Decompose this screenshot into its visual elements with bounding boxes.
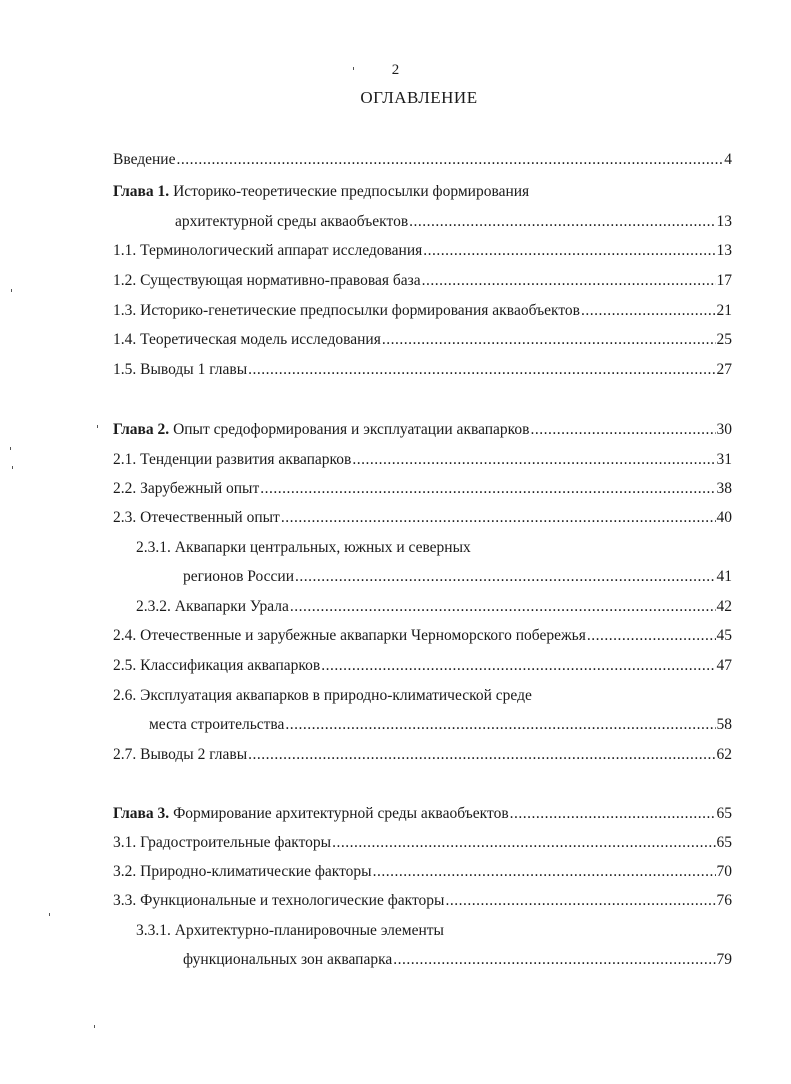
dot-leader (581, 301, 716, 321)
toc-entry-chapter-2 (113, 420, 732, 440)
toc-entry-title: 1.2. Существующая нормативно-правовая база (113, 272, 421, 289)
dot-leader (321, 656, 715, 676)
chapter-title: Историко-теоретические предпосылки формирования (173, 183, 530, 200)
toc-entry-2-1 (113, 450, 732, 470)
toc-entry-2-3-2 (136, 597, 732, 617)
toc-entry-2-4 (113, 626, 732, 646)
scan-speck (12, 466, 13, 469)
toc-entry-1-1 (113, 241, 732, 261)
toc-entry-title: места строительства (149, 716, 285, 733)
toc-entry-title: архитектурной среды аквaобъектов (175, 213, 409, 230)
toc-entry-title: 2.4. Отечественные и зарубежные аквапарки Черноморского побережья (113, 627, 586, 644)
toc-entry-title: 1.5. Выводы 1 главы (113, 361, 248, 378)
toc-entry-title: 2.7. Выводы 2 главы (113, 746, 248, 763)
chapter-label: Глава 2. (113, 421, 170, 438)
toc-entry-2-2 (113, 479, 732, 499)
toc-page-number: 38 (716, 480, 732, 497)
toc-page-number: 47 (716, 657, 732, 674)
toc-entry-3-2 (113, 862, 732, 882)
chapter-1-heading (113, 182, 529, 202)
toc-entry-title: 3.3. Функциональные и технологические факторы (113, 892, 445, 909)
toc-entry-2-5 (113, 656, 732, 676)
toc-page-number: 17 (716, 272, 732, 289)
page-title: ОГЛАВЛЕНИЕ (360, 88, 478, 107)
toc-page-number: 13 (716, 213, 732, 230)
toc-line-2-3-1: 2.3.1. Аквапарки центральных, южных и северных (136, 539, 471, 556)
toc-page-number: 40 (716, 509, 732, 526)
toc-entry-title: 3.1. Градостроительные факторы (113, 834, 332, 851)
toc-entry-title: 1.4. Теоретическая модель исследования (113, 331, 381, 348)
dot-leader (409, 212, 715, 232)
toc-page-number: 76 (716, 892, 732, 909)
scan-speck (94, 1025, 95, 1028)
toc-page-number: 42 (716, 598, 732, 615)
toc-entry-3-3 (113, 891, 732, 911)
dot-leader (423, 241, 715, 261)
toc-entry-title: 3.2. Природно-климатические факторы (113, 863, 372, 880)
dot-leader (260, 479, 715, 499)
toc-entry-3-3-1 (183, 950, 732, 970)
toc-page-number: 31 (716, 451, 732, 468)
toc-entry-title: 2.5. Классификация аквапарков (113, 657, 321, 674)
toc-entry-title: Введение (113, 151, 176, 168)
toc-entry-title: 1.3. Историко-генетические предпосылки формирования аквaобъектов (113, 302, 580, 319)
toc-entry-title: 1.1. Терминологический аппарат исследования (113, 242, 423, 259)
toc-page-number: 65 (716, 805, 732, 822)
toc-entry-title: регионов России (183, 568, 294, 585)
dot-leader (382, 330, 716, 350)
chapter-title: Формирование архитектурной среды аквaобъектов (173, 805, 509, 822)
toc-entry-chapter-3 (113, 804, 732, 824)
toc-entry-chapter-1 (175, 212, 732, 232)
toc-entry-2-3-1 (183, 567, 732, 587)
dot-leader (445, 891, 715, 911)
toc-page-number: 58 (716, 716, 732, 733)
toc-page-number: 30 (716, 421, 732, 438)
toc-entry-title: 2.3. Отечественный опыт (113, 509, 280, 526)
toc-entry-title: 2.3.2. Аквапарки Урала (136, 598, 289, 615)
dot-leader (176, 150, 723, 170)
toc-page-number: 45 (716, 627, 732, 644)
toc-entry-intro (113, 150, 732, 170)
toc-entry-2-7 (113, 745, 732, 765)
dot-leader (422, 271, 716, 291)
scan-speck (11, 289, 12, 292)
toc-entry-1-3 (113, 301, 732, 321)
toc-entry-title: 2.2. Зарубежный опыт (113, 480, 260, 497)
dot-leader (332, 833, 715, 853)
toc-entry-title (113, 420, 530, 440)
dot-leader (295, 567, 716, 587)
toc-page-number: 65 (716, 834, 732, 851)
toc-page-number: 27 (716, 361, 732, 378)
page-number: 2 (391, 62, 400, 78)
dot-leader (510, 804, 716, 824)
toc-entry-1-5 (113, 360, 732, 380)
toc-line-2-6: 2.6. Эксплуатация аквапарков в природно-климатической среде (113, 687, 532, 704)
dot-leader (373, 862, 716, 882)
toc-page-number: 25 (716, 331, 732, 348)
scan-speck (10, 447, 11, 450)
chapter-label: Глава 1. (113, 183, 170, 200)
toc-page-number: 21 (716, 302, 732, 319)
toc-entry-2-6 (149, 715, 732, 735)
toc-entry-1-2 (113, 271, 732, 291)
toc-line-3-3-1: 3.3.1. Архитектурно-планировочные элементы (136, 922, 444, 939)
dot-leader (281, 508, 716, 528)
toc-entry-1-4 (113, 330, 732, 350)
toc-entry-title (113, 804, 509, 824)
toc-entry-title: 2.1. Тенденции развития аквапарков (113, 451, 352, 468)
dot-leader (587, 626, 716, 646)
toc-entry-title: функциональных зон аквапарка (183, 951, 393, 968)
toc-entry-2-3 (113, 508, 732, 528)
scan-speck (97, 425, 98, 428)
scan-speck (353, 67, 354, 70)
toc-page-number: 70 (716, 863, 732, 880)
dot-leader (248, 745, 715, 765)
dot-leader (285, 715, 715, 735)
dot-leader (290, 597, 716, 617)
dot-leader (352, 450, 715, 470)
dot-leader (531, 420, 716, 440)
toc-page-number: 79 (716, 951, 732, 968)
chapter-title: Опыт средоформирования и эксплуатации аквапарков (173, 421, 530, 438)
dot-leader (393, 950, 715, 970)
toc-page-number: 62 (716, 746, 732, 763)
toc-page-number: 4 (724, 151, 732, 168)
toc-page-number: 13 (716, 242, 732, 259)
toc-entry-3-1 (113, 833, 732, 853)
dot-leader (248, 360, 715, 380)
toc-page-number: 41 (716, 568, 732, 585)
scan-speck (49, 913, 50, 916)
chapter-label: Глава 3. (113, 805, 170, 822)
